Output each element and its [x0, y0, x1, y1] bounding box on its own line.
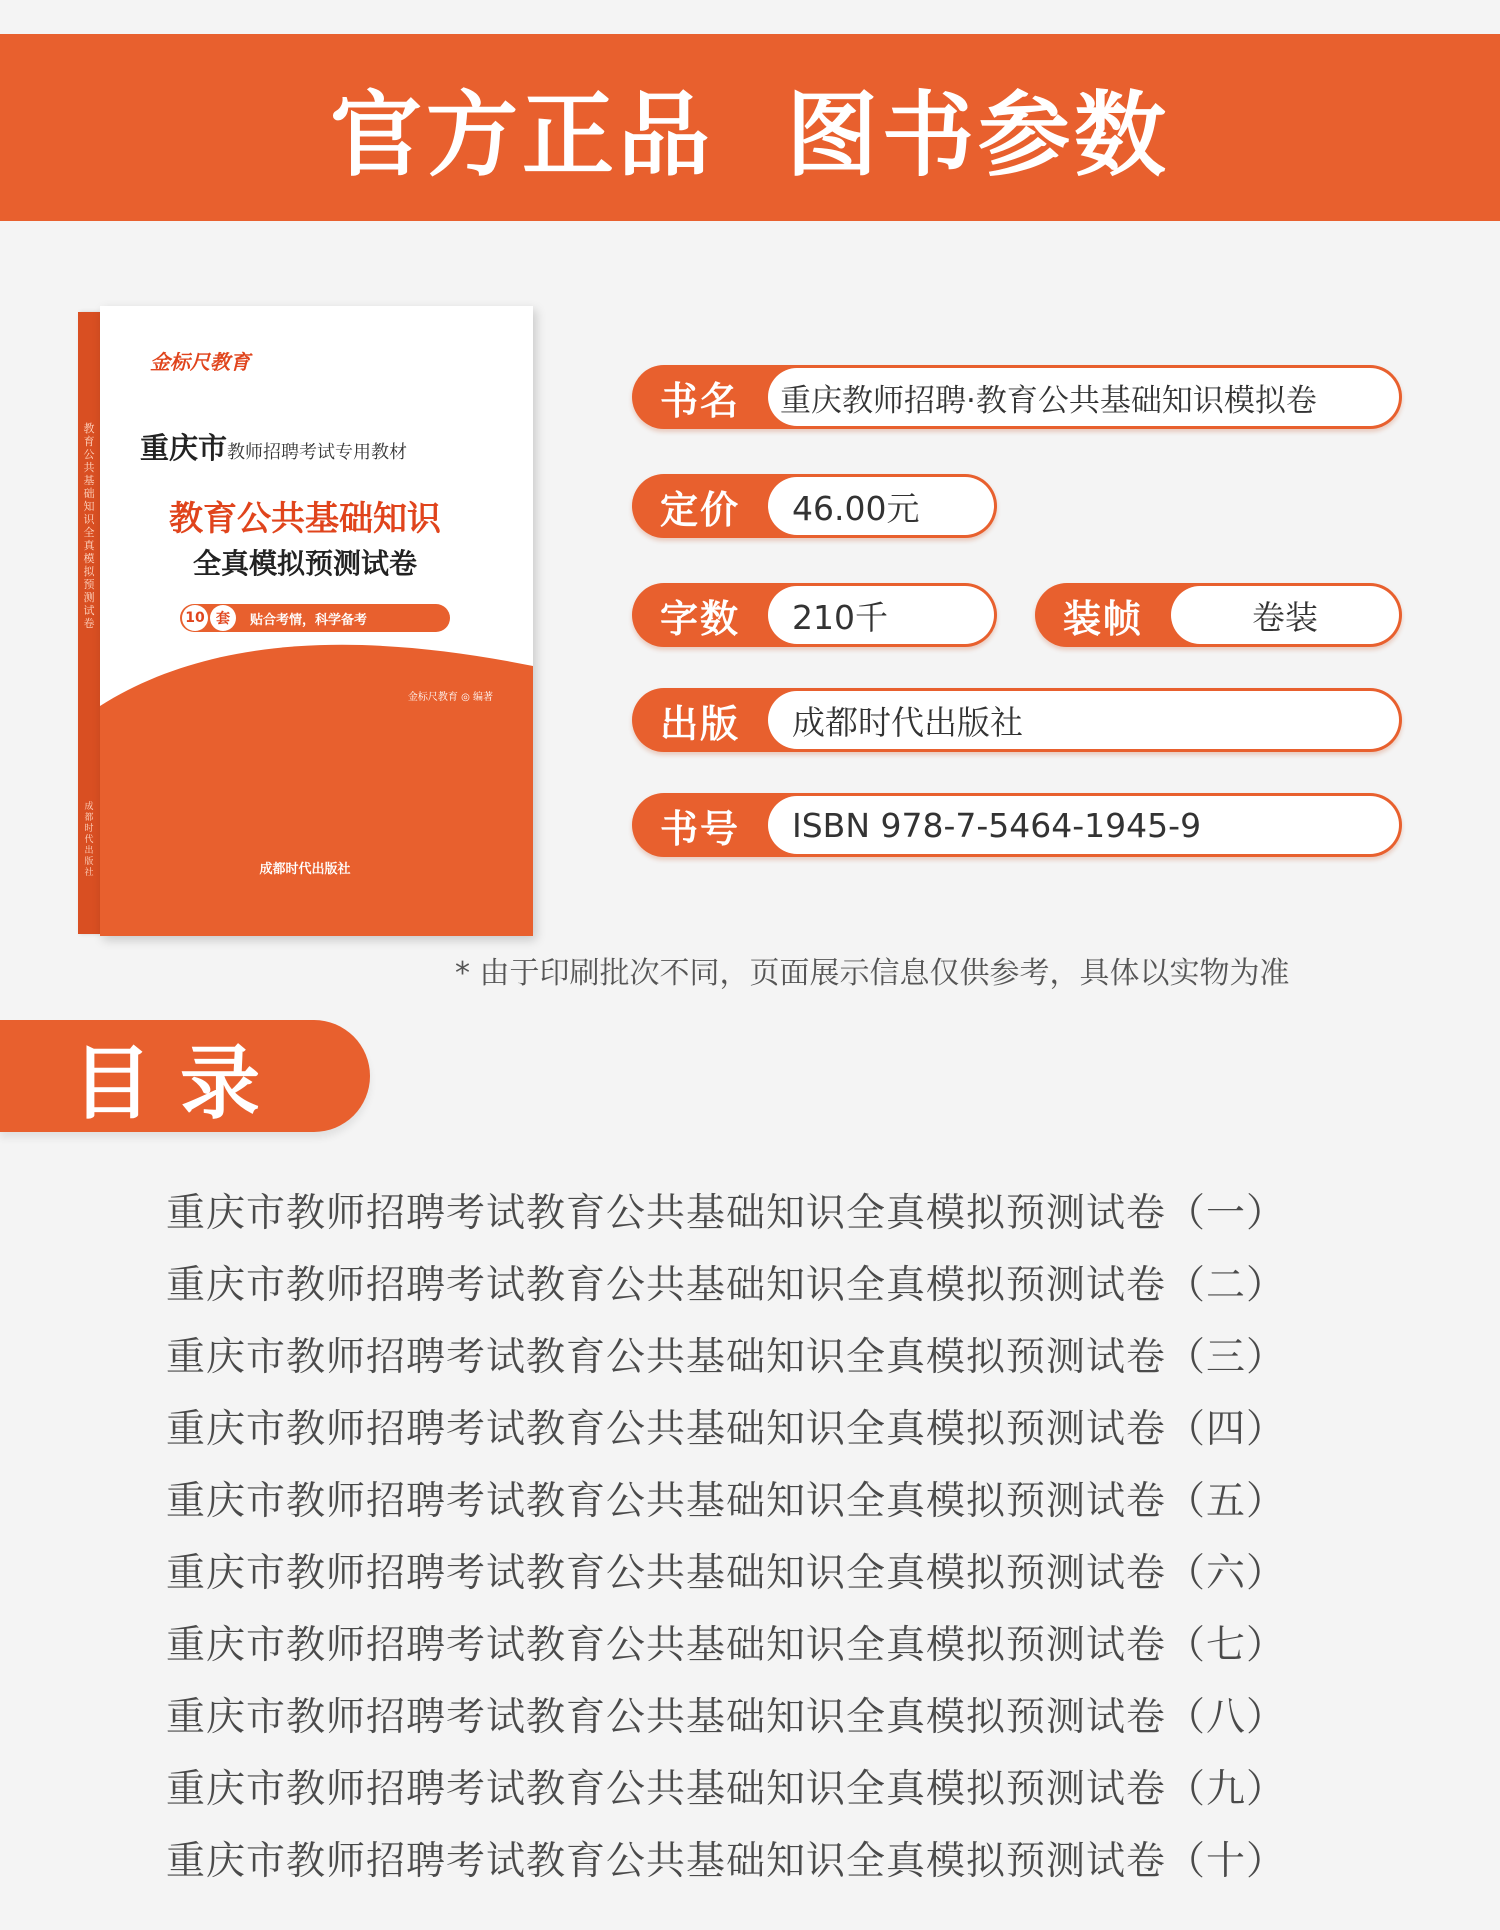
param-price-value: 46.00元: [768, 477, 994, 535]
toc-item: 重庆市教师招聘考试教育公共基础知识全真模拟预测试卷（七）: [166, 1623, 1287, 1668]
cover-publisher: 成都时代出版社: [259, 862, 351, 877]
param-binding-label: 装帧: [1062, 596, 1143, 641]
toc-item: 重庆市教师招聘考试教育公共基础知识全真模拟预测试卷（十）: [166, 1839, 1287, 1884]
cover-badge-number: 10: [182, 605, 208, 631]
toc-heading: 目录: [72, 1036, 288, 1130]
toc-item: 重庆市教师招聘考试教育公共基础知识全真模拟预测试卷（五）: [166, 1479, 1287, 1524]
param-title-value: 重庆教师招聘·教育公共基础知识模拟卷: [768, 368, 1399, 426]
banner-title: 官方正品 图书参数: [329, 81, 1171, 189]
param-binding: [1035, 583, 1402, 647]
book-cover-image: [78, 306, 533, 936]
page-banner: [0, 34, 1500, 221]
cover-title: 教育公共基础知识: [169, 499, 441, 539]
cover-editor: 金标尺教育 ◎ 编著: [407, 692, 493, 703]
disclaimer-note: * 由于印刷批次不同，页面展示信息仅供参考，具体以实物为准: [455, 956, 1290, 991]
param-words: [632, 583, 997, 647]
param-binding-value: 卷装: [1171, 586, 1399, 644]
toc-item: 重庆市教师招聘考试教育公共基础知识全真模拟预测试卷（二）: [166, 1263, 1287, 1308]
toc-item: 重庆市教师招聘考试教育公共基础知识全真模拟预测试卷（八）: [166, 1695, 1287, 1740]
cover-city-sub: 教师招聘考试专用教材: [227, 442, 408, 463]
cover-badge: [180, 604, 450, 632]
param-price: [632, 474, 997, 538]
toc-heading-tab: [0, 1020, 370, 1132]
cover-badge-text: 贴合考情，科学备考: [250, 612, 368, 628]
param-isbn-label: 书号: [659, 806, 740, 851]
toc-list: [166, 1178, 1286, 1898]
param-publisher: [632, 688, 1402, 752]
toc-item: 重庆市教师招聘考试教育公共基础知识全真模拟预测试卷（四）: [166, 1407, 1287, 1452]
param-price-label: 定价: [659, 487, 740, 532]
toc-item: 重庆市教师招聘考试教育公共基础知识全真模拟预测试卷（一）: [166, 1191, 1287, 1236]
param-words-label: 字数: [659, 596, 740, 641]
spine-title: 教育公共基础知识 全真模拟预测试卷: [83, 422, 95, 630]
cover-brand-logo: 金标尺教育: [150, 350, 250, 374]
cover-orange-wave: [100, 636, 533, 936]
cover-city: 重庆市: [140, 431, 228, 465]
cover-city-line: [140, 426, 407, 467]
book-front: [100, 306, 533, 936]
param-publisher-label: 出版: [659, 701, 740, 746]
param-title-label: 书名: [659, 378, 740, 423]
book-spine: [78, 312, 100, 934]
param-title: [632, 365, 1402, 429]
cover-badge-unit: 套: [210, 605, 236, 631]
param-isbn: [632, 793, 1402, 857]
toc-item: 重庆市教师招聘考试教育公共基础知识全真模拟预测试卷（三）: [166, 1335, 1287, 1380]
spine-publisher: 成都时代出版社: [84, 802, 94, 878]
toc-item: 重庆市教师招聘考试教育公共基础知识全真模拟预测试卷（九）: [166, 1767, 1287, 1812]
cover-subtitle: 全真模拟预测试卷: [192, 547, 417, 580]
param-isbn-value: ISBN 978-7-5464-1945-9: [768, 796, 1399, 854]
param-publisher-value: 成都时代出版社: [768, 691, 1399, 749]
toc-item: 重庆市教师招聘考试教育公共基础知识全真模拟预测试卷（六）: [166, 1551, 1287, 1596]
param-words-value: 210千: [768, 586, 994, 644]
